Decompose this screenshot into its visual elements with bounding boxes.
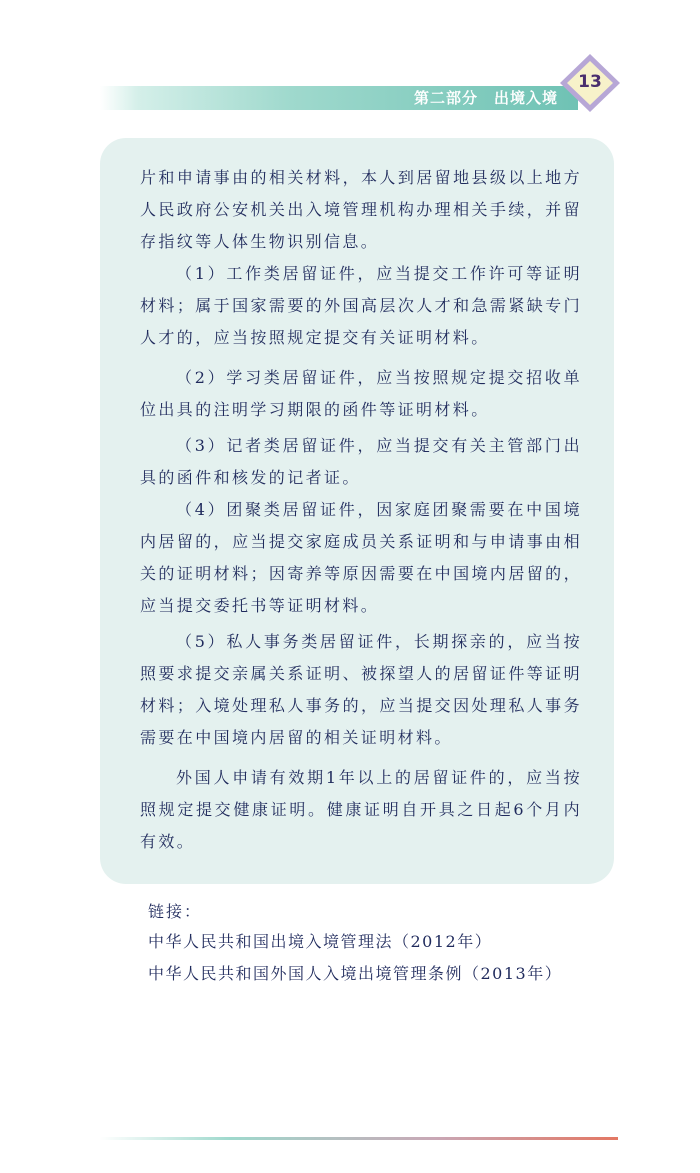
link-foreigner-regulations[interactable]: 中华人民共和国外国人入境出境管理条例（2013年） bbox=[148, 964, 563, 983]
paragraph-journalist-permit: （3）记者类居留证件，应当提交有关主管部门出具的函件和核发的记者证。 bbox=[140, 436, 582, 487]
page-number: 13 bbox=[578, 72, 602, 92]
paragraph-family-permit: （4）团聚类居留证件，因家庭团聚需要在中国境内居留的，应当提交家庭成员关系证明和与申请事由相关的证明材料；因寄养等原因需要在中国境内居留的，应当提交委托书等证明材料。 bbox=[140, 500, 582, 615]
header-bar bbox=[100, 86, 578, 110]
paragraph-work-permit: （1）工作类居留证件，应当提交工作许可等证明材料；属于国家需要的外国高层次人才和急需紧缺专门人才的，应当按照规定提交有关证明材料。 bbox=[140, 264, 582, 347]
link-exit-entry-law[interactable]: 中华人民共和国出境入境管理法（2012年） bbox=[148, 932, 493, 951]
page-number-badge bbox=[558, 52, 622, 114]
paragraph-continuation: 片和申请事由的相关材料，本人到居留地县级以上地方人民政府公安机关出入境管理机构办理相关手续，并留存指纹等人体生物识别信息。 bbox=[140, 168, 582, 251]
paragraph-health-certificate: 外国人申请有效期1年以上的居留证件的，应当按照规定提交健康证明。健康证明自开具之日起6个月内有效。 bbox=[140, 768, 582, 851]
paragraph-private-affairs-permit: （5）私人事务类居留证件，长期探亲的，应当按照要求提交亲属关系证明、被探望人的居留证件等证明材料；入境处理私人事务的，应当提交因处理私人事务需要在中国境内居留的相关证明材料。 bbox=[140, 632, 582, 747]
paragraph-study-permit: （2）学习类居留证件，应当按照规定提交招收单位出具的注明学习期限的函件等证明材料。 bbox=[140, 368, 582, 419]
footer-divider bbox=[100, 1137, 618, 1140]
links-label: 链接： bbox=[148, 902, 203, 921]
section-title: 第二部分 出境入境 bbox=[413, 89, 558, 107]
